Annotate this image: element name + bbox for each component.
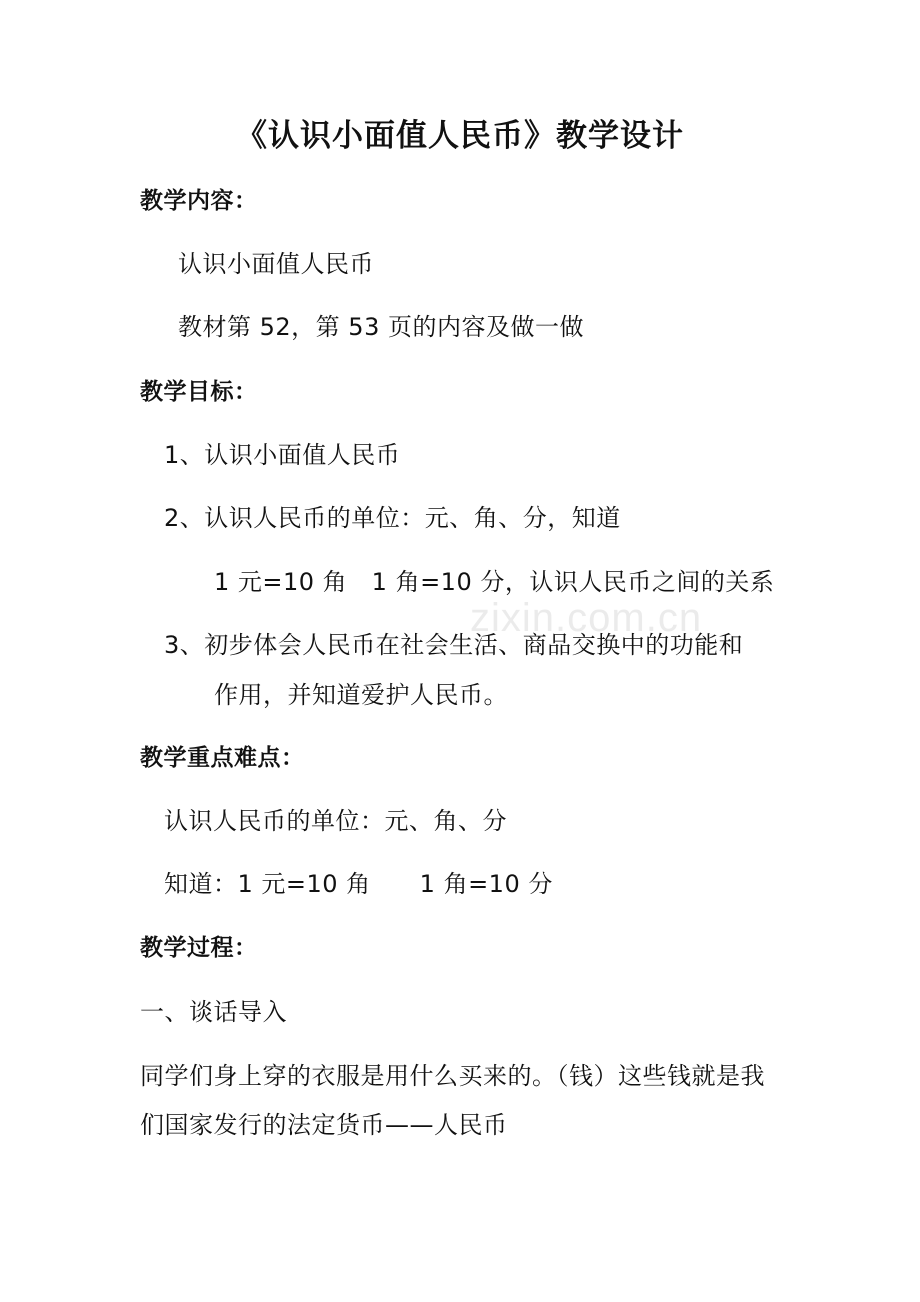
process-paragraph-1-continued: 们国家发行的法定货币——人民币	[140, 1111, 508, 1139]
goal-item-2: 2、认识人民币的单位：元、角、分，知道	[164, 504, 621, 532]
section-heading-process: 教学过程：	[140, 935, 258, 961]
content-line-2: 教材第 52，第 53 页的内容及做一做	[178, 313, 584, 341]
document-title: 《认识小面值人民币》教学设计	[236, 118, 684, 154]
section-heading-content: 教学内容：	[140, 188, 258, 214]
process-paragraph-1: 同学们身上穿的衣服是用什么买来的。（钱）这些钱就是我	[140, 1062, 765, 1090]
goal-item-3: 3、初步体会人民币在社会生活、商品交换中的功能和	[164, 631, 744, 659]
process-step-1: 一、谈话导入	[140, 998, 287, 1026]
keypoint-item-2: 知道：1 元=10 角 1 角=10 分	[164, 870, 553, 898]
goal-item-1: 1、认识小面值人民币	[164, 441, 401, 469]
goal-item-3-continued: 作用，并知道爱护人民币。	[214, 681, 508, 709]
keypoint-item-1: 认识人民币的单位：元、角、分	[164, 807, 507, 835]
section-heading-keypoints: 教学重点难点：	[140, 745, 305, 771]
goal-item-2-continued: 1 元=10 角 1 角=10 分，认识人民币之间的关系	[214, 568, 775, 596]
section-heading-goals: 教学目标：	[140, 379, 258, 405]
watermark: zixin.com.cn	[470, 596, 703, 640]
content-line-1: 认识小面值人民币	[178, 250, 374, 278]
